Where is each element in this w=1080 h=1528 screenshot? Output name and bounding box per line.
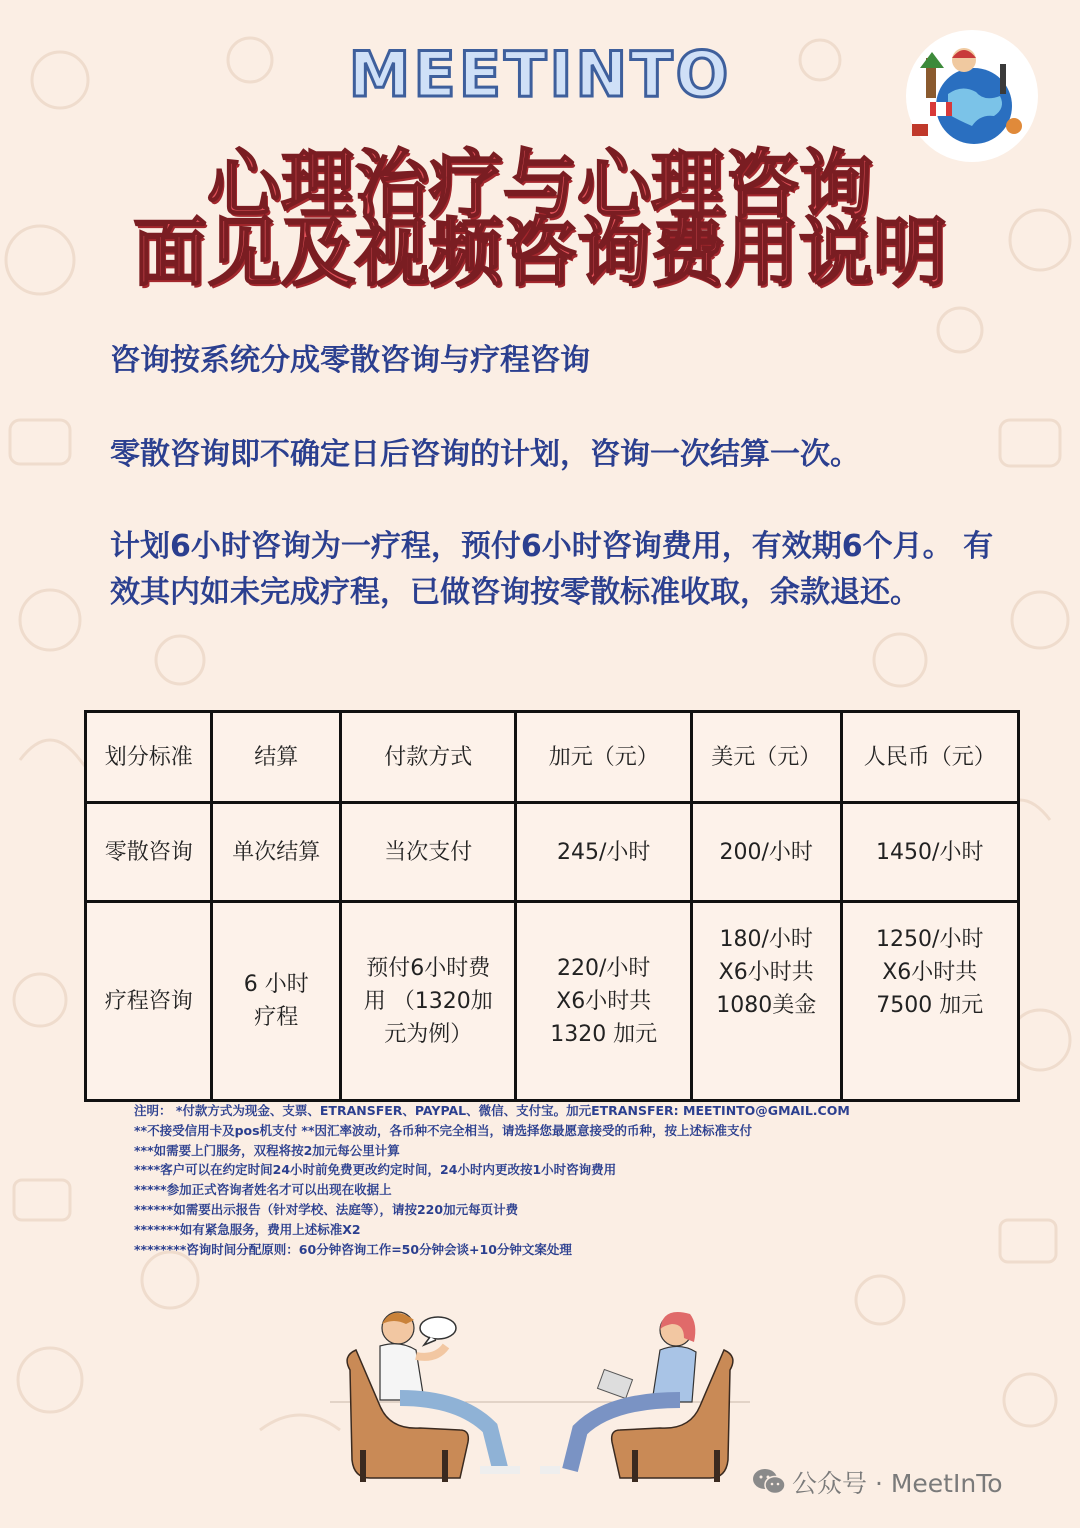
cell-line: 1080美金 bbox=[716, 993, 817, 1018]
cell-line: 1450/小时 bbox=[876, 839, 984, 865]
globe-travel-illustration bbox=[904, 28, 1040, 164]
cell-line: X6小时共 bbox=[718, 960, 814, 985]
watermark-text: 公众号 · MeetInTo bbox=[792, 1469, 1003, 1498]
wechat-icon bbox=[752, 1467, 786, 1497]
header-settlement: 结算 bbox=[212, 712, 340, 803]
cell-line: X6小时共 bbox=[882, 960, 978, 985]
cell-line: 用 （1320加 bbox=[363, 988, 493, 1014]
header-payment-method: 付款方式 bbox=[340, 712, 516, 803]
intro-paragraph-course: 计划6小时咨询为一疗程，预付6小时咨询费用，有效期6个月。 有效其内如未完成疗程，已做咨询按零散标准收取，余款退还。 bbox=[110, 529, 994, 610]
cell-line: 245/小时 bbox=[556, 839, 651, 865]
cell-payment bbox=[340, 902, 516, 1101]
header-rmb: 人民币（元） bbox=[841, 712, 1018, 803]
wechat-watermark bbox=[752, 1462, 1052, 1502]
cell-settlement bbox=[212, 902, 340, 1101]
cell-payment: 当次支付 bbox=[340, 803, 516, 902]
note-line: *****参加正式咨询者姓名才可以出现在收据上 bbox=[134, 1182, 392, 1198]
cell-line: 疗程 bbox=[254, 1005, 299, 1030]
intro-paragraph-categories: 咨询按系统分成零散咨询与疗程咨询 bbox=[110, 343, 590, 378]
cell-line: 7500 加元 bbox=[876, 993, 984, 1018]
cell-settlement: 单次结算 bbox=[212, 803, 340, 902]
fee-table-header-row bbox=[86, 712, 1019, 803]
cell-rmb bbox=[841, 902, 1018, 1101]
page-title-line-1: 心理治疗与心理咨询 bbox=[207, 142, 873, 228]
header-usd: 美元（元） bbox=[691, 712, 841, 803]
cell-category: 零散咨询 bbox=[86, 803, 212, 902]
cell-line: 元为例） bbox=[384, 1021, 473, 1047]
header-cad: 加元（元） bbox=[516, 712, 691, 803]
note-line: ***如需要上门服务，双程将按2加元每公里计算 bbox=[134, 1142, 400, 1158]
note-line: ****客户可以在约定时间24小时前免费更改约定时间，24小时内更改按1小时咨询费用 bbox=[134, 1162, 617, 1178]
cell-line: 1320 加元 bbox=[550, 1021, 658, 1047]
cell-line: 1250/小时 bbox=[876, 927, 984, 952]
header-category: 划分标准 bbox=[86, 712, 212, 803]
note-line: **不接受信用卡及pos机支付 **因汇率波动，各币种不完全相当，请选择您最愿意接受的币种，按上述标准支付 bbox=[134, 1122, 752, 1138]
notes-section bbox=[134, 1101, 1014, 1259]
cell-line: 6 小时 bbox=[243, 972, 309, 997]
note-line: *******如有紧急服务，费用上述标准X2 bbox=[134, 1221, 361, 1237]
note-line: ******如需要出示报告（针对学校、法庭等），请按220加元每页计费 bbox=[134, 1201, 519, 1217]
page-title-line-2: 面见及视频咨询费用说明 bbox=[133, 210, 947, 296]
cell-line: 220/小时 bbox=[556, 955, 651, 981]
cell-line: 200/小时 bbox=[719, 839, 813, 865]
intro-paragraph-single-session: 零散咨询即不确定日后咨询的计划，咨询一次结算一次。 bbox=[110, 437, 860, 472]
table-row-course bbox=[86, 902, 1019, 1101]
cell-usd bbox=[691, 803, 841, 902]
cell-line: X6小时共 bbox=[556, 988, 652, 1014]
cell-usd bbox=[691, 902, 841, 1101]
note-line: 注明： *付款方式为现金、支票、ETRANSFER、PAYPAL、微信、支付宝。加元ETRANSFER: MEETINTO@GMAIL.COM bbox=[134, 1103, 850, 1118]
cell-category: 疗程咨询 bbox=[86, 902, 212, 1101]
fee-table bbox=[84, 710, 1020, 1102]
cell-line: 预付6小时费 bbox=[366, 955, 491, 981]
table-row-single-session bbox=[86, 803, 1019, 902]
note-line: ********咨询时间分配原则：60分钟咨询工作=50分钟会谈+10分钟文案处理 bbox=[134, 1241, 572, 1257]
cell-rmb bbox=[841, 803, 1018, 902]
counseling-session-illustration bbox=[330, 1300, 750, 1490]
brand-logo-text: MEETINTO bbox=[348, 38, 732, 111]
cell-cad bbox=[516, 803, 691, 902]
cell-line: 180/小时 bbox=[719, 927, 813, 952]
cell-cad bbox=[516, 902, 691, 1101]
